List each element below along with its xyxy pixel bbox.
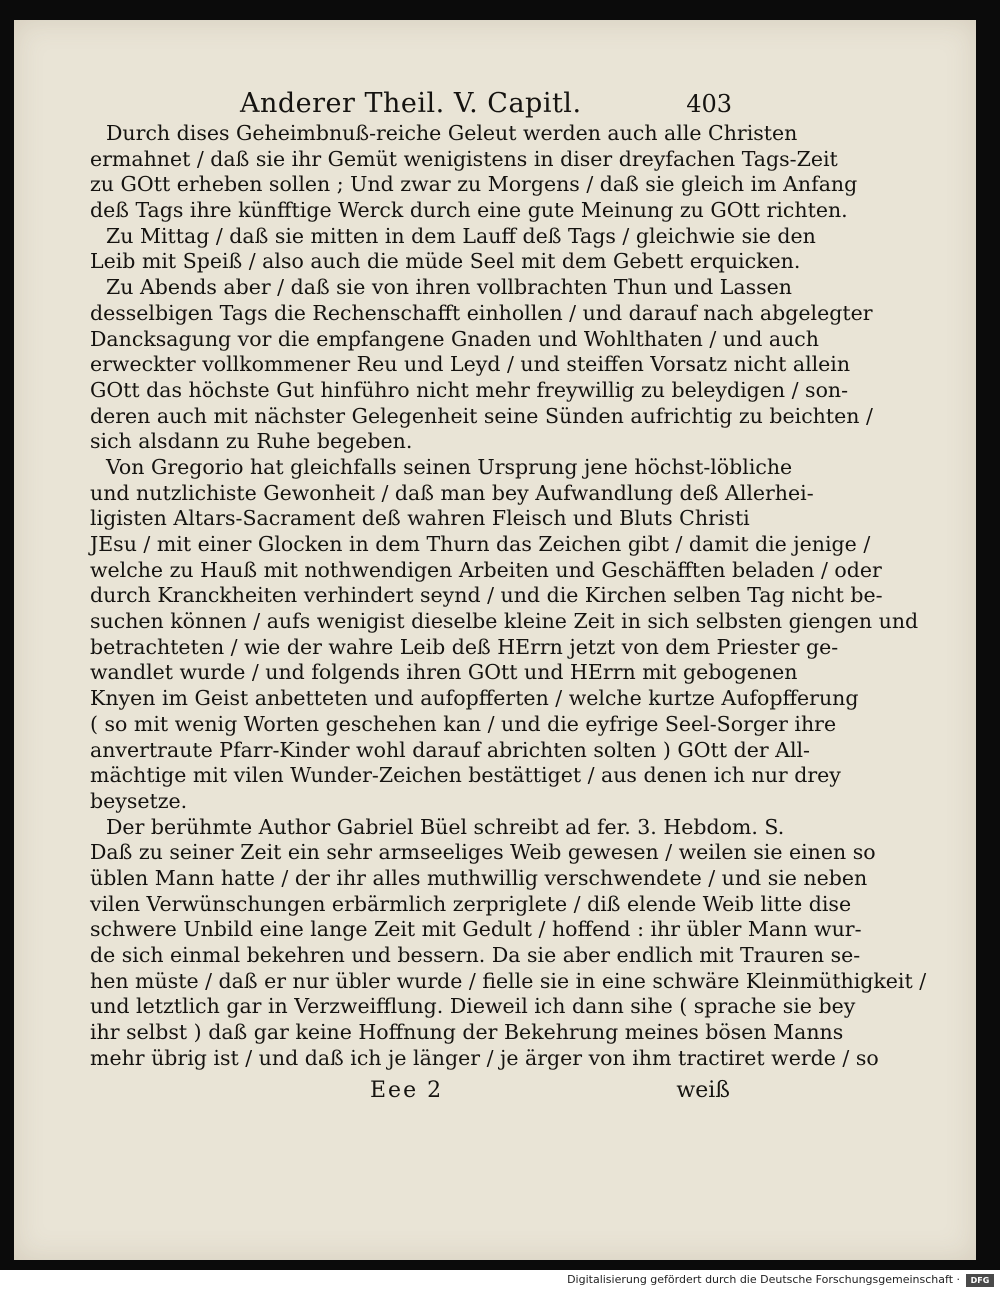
catchword: weiß	[676, 1078, 730, 1103]
credit-text: Digitalisierung gefördert durch die Deutsche Forschungsgemeinschaft ·	[567, 1273, 960, 1286]
text-line: wandlet wurde / und folgends ihren GOtt und HErrn mit gebogenen	[90, 660, 798, 685]
text-line: mächtige mit vilen Wunder-Zeichen bestättiget / aus denen ich nur drey	[90, 763, 841, 788]
signature-mark: Eee 2	[370, 1078, 444, 1103]
text-line: Leib mit Speiß / also auch die müde Seel mit dem Gebett erquicken.	[90, 249, 801, 274]
text-line: JEsu / mit einer Glocken in dem Thurn das Zeichen gibt / damit die jenige /	[90, 532, 871, 556]
page-footer	[90, 1078, 730, 1108]
text-line: Von Gregorio hat gleichfalls seinen Ursprung jene höchst-löbliche	[106, 454, 793, 479]
text-line: vilen Verwünschungen erbärmlich zerpriglete / diß elende Weib litte dise	[90, 891, 852, 916]
text-line: beysetze.	[90, 788, 188, 813]
page-number: 403	[686, 90, 732, 118]
text-line: betrachteten / wie der wahre Leib deß HErrn jetzt von dem Priester ge-	[90, 634, 839, 659]
text-line: schwere Unbild eine lange Zeit mit Gedult / hoffend : ihr übler Mann wur-	[90, 917, 862, 942]
text-line: ihr selbst ) daß gar keine Hoffnung der Bekehrung meines bösen Manns	[90, 1020, 844, 1045]
text-line: suchen können / aufs wenigist dieselbe kleine Zeit in sich selbsten giengen und	[90, 609, 919, 634]
running-title: Anderer Theil. V. Capitl.	[240, 88, 582, 119]
text-line: Daß zu seiner Zeit ein sehr armseeliges Weib gewesen / weilen sie einen so	[90, 840, 876, 865]
book-page	[14, 20, 976, 1260]
text-line: desselbigen Tags die Rechenschafft einhollen / und darauf nach abgelegter	[90, 300, 873, 325]
text-line: und letztlich gar in Verzweifflung. Dieweil ich dann sihe ( sprache sie bey	[90, 994, 856, 1019]
body-text	[90, 121, 927, 1071]
page-header	[90, 88, 730, 122]
text-line: durch Kranckheiten verhindert seynd / und die Kirchen selben Tag nicht be-	[90, 583, 883, 608]
text-line: anvertraute Pfarr-Kinder wohl darauf abrichten solten ) GOtt der All-	[90, 737, 810, 762]
text-line: deren auch mit nächster Gelegenheit seine Sünden aufrichtig zu beichten /	[90, 403, 873, 428]
text-line: üblen Mann hatte / der ihr alles muthwillig verschwendete / und sie neben	[90, 865, 868, 890]
text-line: zu GOtt erheben sollen ; Und zwar zu Morgens / daß sie gleich im Anfang	[90, 172, 858, 197]
text-line: erweckter vollkommener Reu und Leyd / und steiffen Vorsatz nicht allein	[90, 352, 851, 377]
text-line: mehr übrig ist / und daß ich je länger / je ärger von ihm tractiret werde / so	[90, 1045, 879, 1070]
text-line: de sich einmal bekehren und bessern. Da sie aber endlich mit Trauren se-	[90, 943, 861, 967]
dfg-logo: DFG	[966, 1274, 994, 1287]
text-line: deß Tags ihre künfftige Werck durch eine gute Meinung zu GOtt richten.	[90, 198, 848, 223]
text-line: welche zu Hauß mit nothwendigen Arbeiten und Geschäfften beladen / oder	[90, 557, 882, 582]
text-line: Dancksagung vor die empfangene Gnaden und Wohlthaten / und auch	[90, 326, 819, 351]
text-line: Der berühmte Author Gabriel Büel schreibt ad fer. 3. Hebdom. S.	[106, 814, 785, 839]
text-line: ( so mit wenig Worten geschehen kan / und die eyfrige Seel-Sorger ihre	[90, 711, 837, 736]
text-line: Durch dises Geheimbnuß-reiche Geleut werden auch alle Christen	[106, 121, 798, 145]
text-line: sich alsdann zu Ruhe begeben.	[90, 429, 413, 454]
text-line: hen müste / daß er nur übler wurde / fielle sie in eine schwäre Kleinmüthigkeit /	[90, 968, 927, 993]
text-line: Zu Abends aber / daß sie von ihren vollbrachten Thun und Lassen	[106, 275, 792, 300]
text-line: und nutzlichiste Gewonheit / daß man bey Aufwandlung deß Allerhei-	[90, 480, 814, 505]
text-line: Knyen im Geist anbetteten und aufopfferten / welche kurtze Aufopfferung	[90, 686, 859, 711]
text-line: Zu Mittag / daß sie mitten in dem Lauff deß Tags / gleichwie sie den	[106, 223, 816, 248]
text-line: ligisten Altars-Sacrament deß wahren Fleisch und Bluts Christi	[90, 506, 750, 531]
credit-bar	[0, 1270, 1000, 1291]
text-line: GOtt das höchste Gut hinführo nicht mehr freywillig zu beleydigen / son-	[90, 377, 849, 402]
text-line: ermahnet / daß sie ihr Gemüt wenigistens in diser dreyfachen Tags-Zeit	[90, 146, 838, 171]
